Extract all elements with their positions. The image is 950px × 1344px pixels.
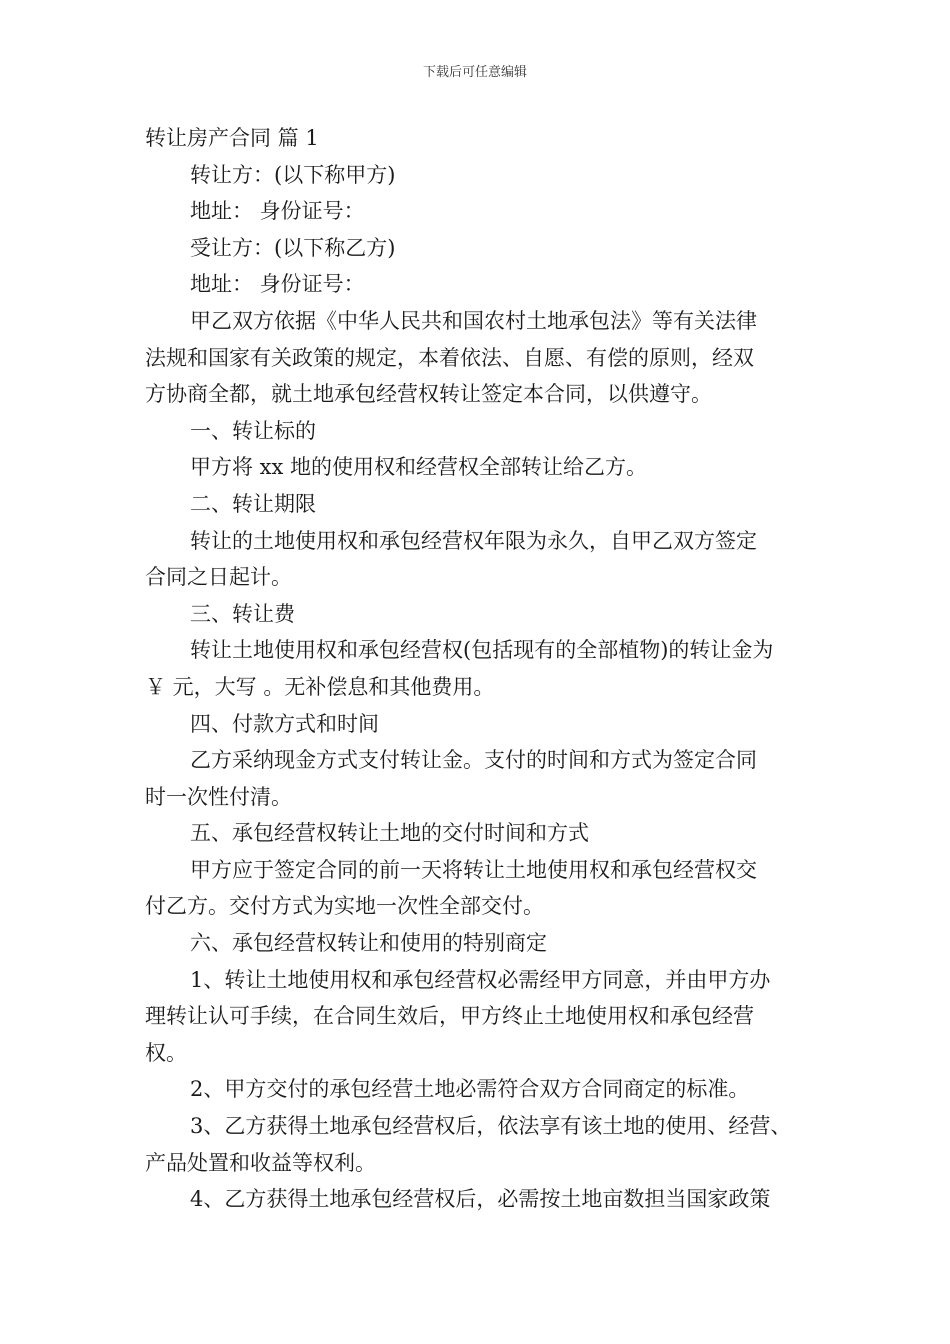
body-line: 理转让认可手续，在合同生效后，甲方终止土地使用权和承包经营 (145, 1004, 754, 1029)
body-line: 1、转让土地使用权和承包经营权必需经甲方同意，并由甲方办 (190, 967, 771, 992)
body-line: 甲乙双方依据《中华人民共和国农村土地承包法》等有关法律 (190, 308, 757, 333)
body-line: 时一次性付清。 (145, 784, 292, 809)
body-line: 权。 (145, 1040, 187, 1065)
section-heading: 二、转让期限 (190, 491, 316, 516)
section-heading: 五、承包经营权转让土地的交付时间和方式 (190, 821, 589, 846)
body-line: 法规和国家有关政策的规定，本着依法、自愿、有偿的原则，经双 (145, 345, 754, 370)
body-line: 付乙方。交付方式为实地一次性全部交付。 (145, 894, 544, 919)
section-heading: 六、承包经营权转让和使用的特别商定 (190, 931, 547, 956)
body-line: 4、乙方获得土地承包经营权后，必需按土地亩数担当国家政策 (190, 1187, 771, 1212)
body-line: 方协商全都，就土地承包经营权转让签定本合同，以供遵守。 (145, 382, 712, 407)
body-line: 地址： 身份证号： (190, 272, 365, 297)
body-line: 转让的土地使用权和承包经营权年限为永久，自甲乙双方签定 (190, 528, 757, 553)
body-line: 甲方应于签定合同的前一天将转让土地使用权和承包经营权交 (190, 857, 757, 882)
section-heading: 四、付款方式和时间 (190, 711, 379, 736)
body-line: 转让方：(以下称甲方) (190, 162, 396, 187)
body-line: 合同之日起计。 (145, 565, 292, 590)
body-line: 产品处置和收益等权利。 (145, 1150, 376, 1175)
section-heading: 一、转让标的 (190, 418, 316, 443)
body-line: 受让方：(以下称乙方) (190, 235, 396, 260)
body-line: 转让土地使用权和承包经营权(包括现有的全部植物)的转让金为 (190, 638, 774, 663)
document-title: 转让房产合同 篇 1 (145, 126, 319, 150)
body-line: ￥ 元，大写 。无补偿息和其他费用。 (145, 674, 495, 699)
body-line: 乙方采纳现金方式支付转让金。支付的时间和方式为签定合同 (190, 748, 757, 773)
body-line: 地址： 身份证号： (190, 199, 365, 224)
document-body (145, 120, 810, 1218)
body-line: 2、甲方交付的承包经营土地必需符合双方合同商定的标准。 (190, 1077, 750, 1102)
body-line: 甲方将 xx 地的使用权和经营权全部转让给乙方。 (190, 455, 648, 480)
body-line: 3、乙方获得土地承包经营权后，依法享有该土地的使用、经营、 (190, 1114, 792, 1139)
page-header: 下载后可任意编辑 (422, 65, 527, 80)
section-heading: 三、转让费 (190, 601, 295, 626)
